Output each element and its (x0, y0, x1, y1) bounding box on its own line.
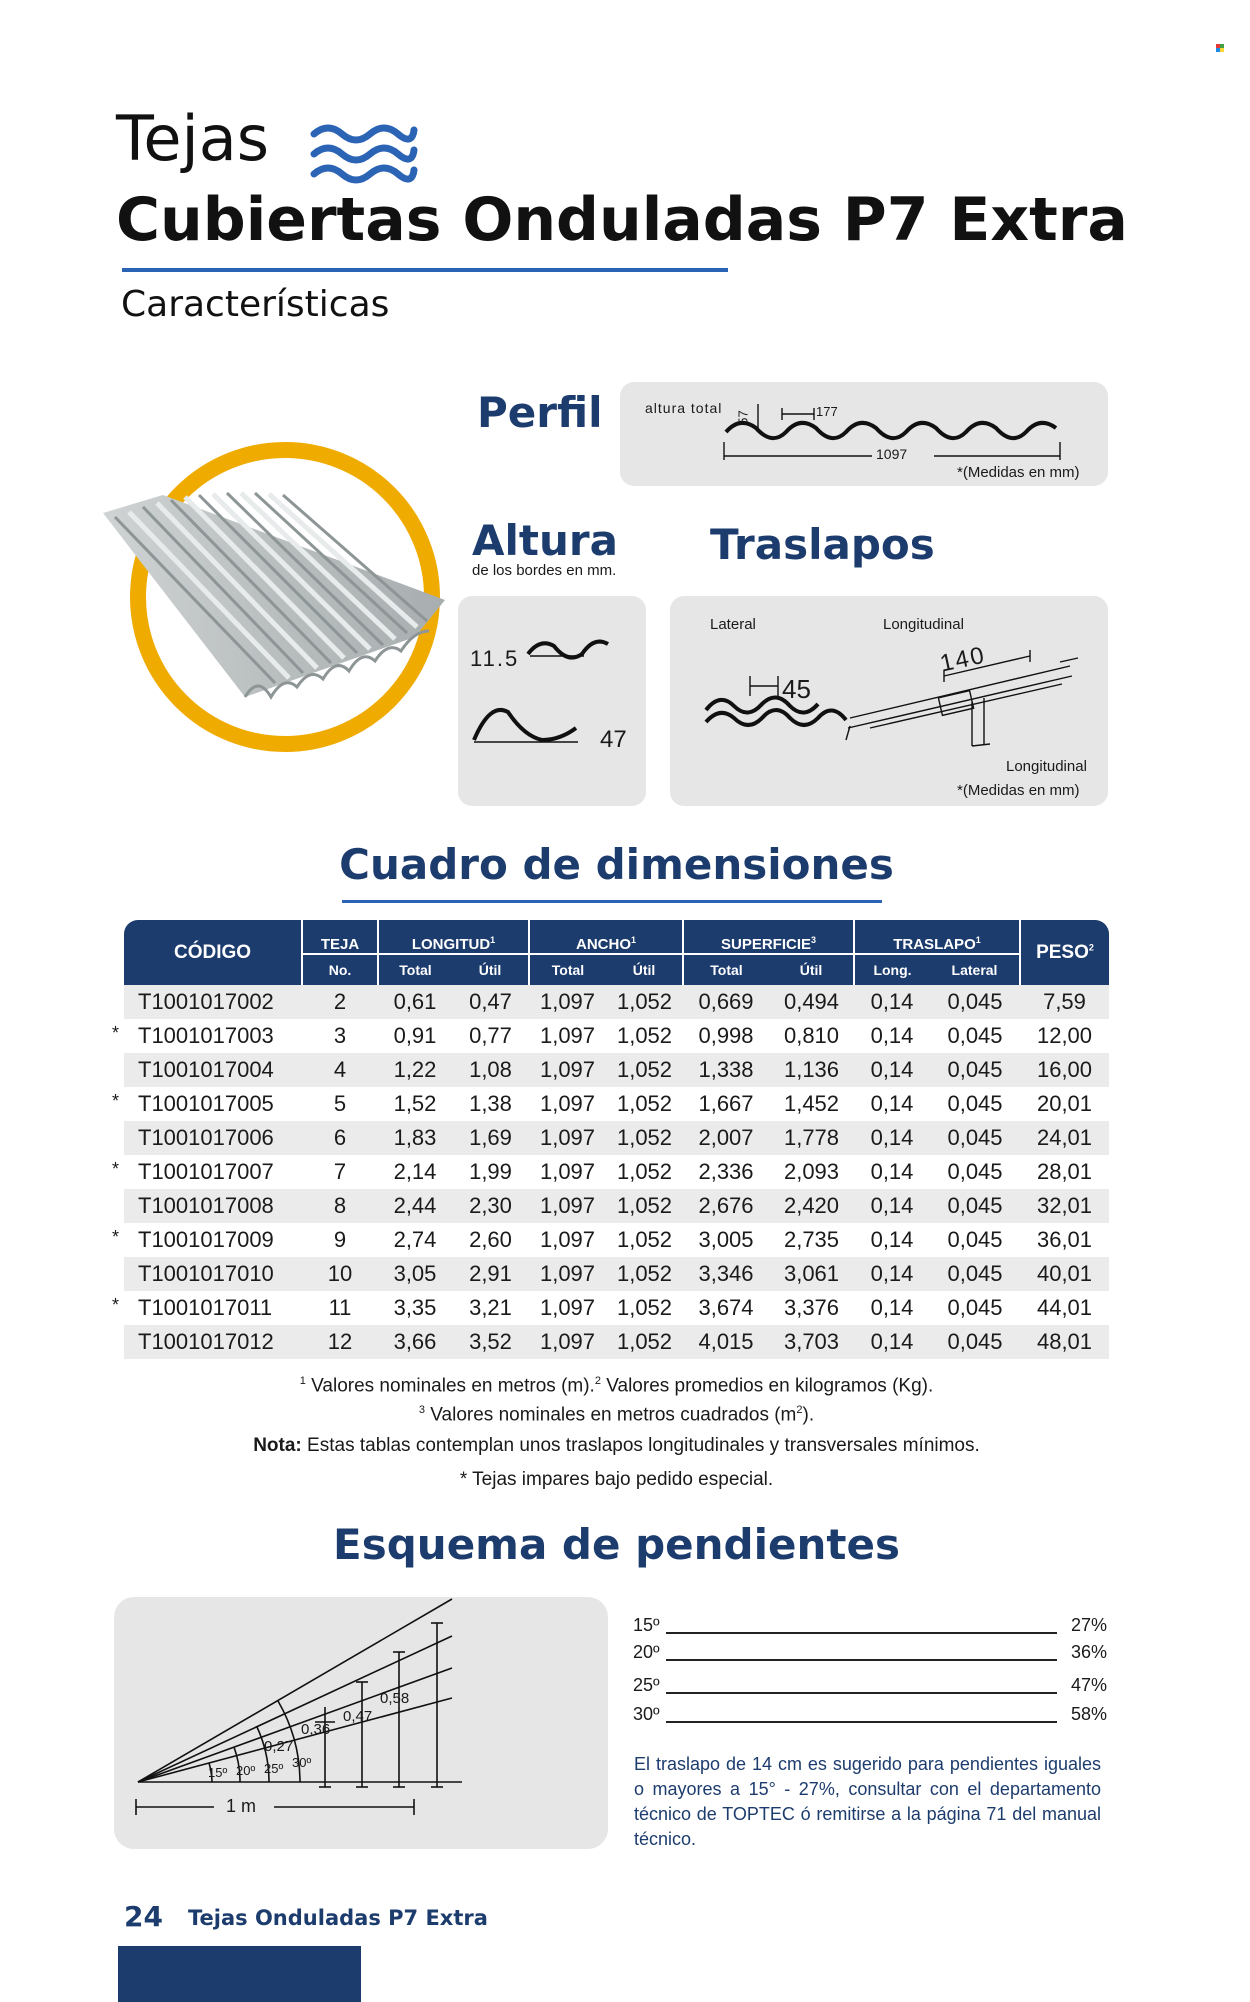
cell-teja: 3 (333, 1023, 347, 1048)
cell-an-total: 1,097 (529, 1189, 606, 1223)
cell-teja: 11 (328, 1295, 352, 1320)
cell-peso: 12,00 (1036, 1023, 1093, 1048)
dimensiones-underline (342, 900, 882, 903)
row-star: * (112, 1023, 120, 1043)
header-kicker: Tejas (116, 102, 270, 175)
pendientes-title: Esquema de pendientes (333, 1520, 900, 1569)
cell-teja: 6 (302, 1121, 378, 1155)
cell-sup-util: 1,778 (769, 1121, 854, 1155)
pendientes-diagram-panel (114, 1597, 608, 1849)
cell-sup-total: 1,667 (698, 1091, 754, 1116)
angle-20: 20º (236, 1763, 256, 1778)
cell-sup-total: 0,998 (698, 1023, 754, 1048)
cell-codigo: * T1001017009 (112, 1227, 274, 1252)
angle-25: 25º (264, 1761, 284, 1776)
cell-lon-util: 1,69 (452, 1121, 529, 1155)
cell-tras-long: 0,14 (854, 1121, 930, 1155)
cell-lon-util: 1,08 (452, 1053, 529, 1087)
cell-lon-total: 1,52 (393, 1091, 437, 1116)
cell-sup-util: 0,494 (769, 985, 854, 1019)
cell-sup-util: 2,420 (769, 1189, 854, 1223)
cell-an-util: 1,052 (616, 1159, 673, 1184)
table-notes-1: $^1$ Valores nominales en metros (m).$^2$ Valores promedios en kilogramos (Kg). (299, 1375, 934, 1397)
altura-edge-diagram (468, 632, 638, 762)
cell-peso: 7,59 (1020, 985, 1109, 1019)
cell-an-total: 1,097 (539, 1023, 596, 1048)
altura-value-top: 11.5 (470, 646, 520, 671)
cell-an-util: 1,052 (616, 1295, 673, 1320)
cell-sup-util: 2,093 (783, 1159, 840, 1184)
cell-teja: 12 (302, 1325, 378, 1359)
traslapos-longitudinal-caption: Longitudinal (1006, 758, 1087, 775)
cell-an-util: 1,052 (606, 1189, 683, 1223)
slope-percent: 58% (1070, 1704, 1107, 1724)
footer-title: Tejas Onduladas P7 Extra (188, 1906, 488, 1930)
page-subtitle: Características (121, 284, 390, 325)
cell-sup-total: 1,338 (683, 1053, 769, 1087)
cell-an-total: 1,097 (529, 1053, 606, 1087)
cell-tras-lat: 0,045 (930, 1257, 1020, 1291)
cell-codigo: T1001017006 (124, 1121, 302, 1155)
th-superficie-util: Útil (769, 954, 854, 985)
altura-value-bottom: 47 (600, 726, 627, 753)
cell-lon-total: 2,14 (393, 1159, 437, 1184)
cell-lon-util: 3,21 (469, 1295, 512, 1320)
cell-lon-total: 3,66 (378, 1325, 452, 1359)
cell-peso: 32,01 (1020, 1189, 1109, 1223)
height-058: 0,58 (380, 1690, 410, 1707)
cell-an-util: 1,052 (606, 1325, 683, 1359)
cell-lon-util: 2,91 (452, 1257, 529, 1291)
cell-lon-total: 2,74 (393, 1227, 437, 1252)
cell-tras-lat: 0,045 (947, 1295, 1003, 1320)
cell-teja: 10 (302, 1257, 378, 1291)
slope-percent: 36% (1070, 1642, 1107, 1662)
slope-line (666, 1659, 1057, 1661)
table-row (124, 1019, 1109, 1053)
cell-tras-lat: 0,045 (947, 1159, 1003, 1184)
table-row (124, 1291, 1109, 1325)
cell-teja: 8 (302, 1189, 378, 1223)
cell-lon-total: 2,44 (378, 1189, 452, 1223)
th-ancho: ANCHO$^1$ (529, 920, 683, 954)
th-teja-no: No. (302, 954, 378, 985)
height-027: 0,27 (264, 1738, 294, 1755)
th-traslapo: TRASLAPO$^1$ (854, 920, 1020, 954)
cell-sup-total: 2,336 (698, 1159, 754, 1184)
table-row (124, 1189, 1109, 1223)
table-row (124, 1053, 1109, 1087)
cell-tras-long: 0,14 (854, 1325, 930, 1359)
perfil-altura-total: altura total (645, 400, 723, 416)
cell-lon-total: 1,22 (378, 1053, 452, 1087)
cell-an-util: 1,052 (606, 1121, 683, 1155)
cell-tras-long: 0,14 (854, 1189, 930, 1223)
cell-sup-util: 1,452 (783, 1091, 840, 1116)
slope-percent: 27% (1070, 1615, 1107, 1635)
cell-codigo: T1001017002 (124, 985, 302, 1019)
perfil-note: *(Medidas en mm) (957, 464, 1080, 481)
cell-sup-util: 3,376 (783, 1295, 840, 1320)
cell-peso: 28,01 (1036, 1159, 1093, 1184)
cell-tras-lat: 0,045 (947, 1227, 1003, 1252)
perfil-title: Perfil (477, 388, 603, 437)
th-superficie-total: Total (683, 954, 769, 985)
th-ancho-util: Útil (606, 954, 683, 985)
cell-sup-util: 3,703 (769, 1325, 854, 1359)
cell-codigo: T1001017012 (124, 1325, 302, 1359)
cell-peso: 48,01 (1020, 1325, 1109, 1359)
cell-sup-total: 2,007 (683, 1121, 769, 1155)
row-star: * (112, 1159, 120, 1179)
slope-line (666, 1632, 1057, 1634)
cell-sup-total: 3,674 (698, 1295, 754, 1320)
slope-angle: 15º (633, 1615, 660, 1635)
slope-percent: 47% (1070, 1675, 1107, 1695)
slope-row (633, 1704, 1107, 1728)
cell-codigo: * T1001017003 (112, 1023, 274, 1048)
title-underline (122, 268, 728, 272)
cell-an-util: 1,052 (616, 1227, 673, 1252)
cell-peso: 16,00 (1020, 1053, 1109, 1087)
traslapos-note: *(Medidas en mm) (957, 782, 1080, 799)
cell-lon-total: 0,61 (378, 985, 452, 1019)
th-ancho-total: Total (529, 954, 606, 985)
cell-tras-lat: 0,045 (930, 1053, 1020, 1087)
traslapos-lateral-label: Lateral (710, 616, 756, 633)
slope-angle: 20º (633, 1642, 660, 1662)
product-image (95, 435, 455, 755)
traslapos-panel (670, 596, 1108, 806)
table-row (124, 1223, 1109, 1257)
cell-teja: 7 (333, 1159, 347, 1184)
altura-panel (458, 596, 646, 806)
th-longitud-total: Total (378, 954, 452, 985)
cell-sup-total: 4,015 (683, 1325, 769, 1359)
cell-lon-util: 2,30 (452, 1189, 529, 1223)
height-047: 0,47 (343, 1708, 373, 1725)
cell-an-total: 1,097 (539, 1295, 596, 1320)
cell-codigo: T1001017010 (124, 1257, 302, 1291)
perfil-profile-diagram (720, 402, 1090, 462)
cell-tras-long: 0,14 (854, 1053, 930, 1087)
traslapos-longitudinal-value: 140 (937, 641, 989, 678)
cell-tras-lat: 0,045 (930, 1189, 1020, 1223)
slope-row (633, 1675, 1107, 1699)
traslapos-lateral-value: 45 (782, 674, 811, 704)
th-codigo: CÓDIGO (124, 920, 302, 985)
cell-tras-long: 0,14 (854, 1257, 930, 1291)
th-superficie: SUPERFICIE$^3$ (683, 920, 854, 954)
th-teja: TEJA (302, 920, 378, 954)
waves-icon (310, 122, 418, 192)
dimensiones-title: Cuadro de dimensiones (339, 840, 894, 889)
base-1m: 1 m (226, 1796, 257, 1816)
cell-an-total: 1,097 (539, 1227, 596, 1252)
cell-lon-util: 0,77 (469, 1023, 512, 1048)
cell-tras-long: 0,14 (870, 1023, 914, 1048)
corner-logo-icon (1216, 39, 1224, 47)
cell-peso: 24,01 (1020, 1121, 1109, 1155)
cell-peso: 20,01 (1036, 1091, 1093, 1116)
slope-line (666, 1721, 1057, 1723)
cell-an-total: 1,097 (539, 1091, 596, 1116)
th-peso: PESO$^2$ (1020, 920, 1109, 985)
cell-tras-long: 0,14 (870, 1227, 914, 1252)
cell-sup-util: 1,136 (769, 1053, 854, 1087)
cell-peso: 36,01 (1036, 1227, 1093, 1252)
th-longitud: LONGITUD$^1$ (378, 920, 529, 954)
cell-an-total: 1,097 (529, 985, 606, 1019)
cell-an-util: 1,052 (606, 1053, 683, 1087)
table-row (124, 1121, 1109, 1155)
cell-an-util: 1,052 (616, 1023, 673, 1048)
altura-title: Altura (472, 516, 618, 565)
th-longitud-util: Útil (452, 954, 529, 985)
cell-an-total: 1,097 (539, 1159, 596, 1184)
slope-line (666, 1692, 1057, 1694)
perfil-dim-1097: 1097 (876, 446, 908, 462)
th-traslapo-long: Long. (854, 954, 930, 985)
cell-an-util: 1,052 (606, 1257, 683, 1291)
angle-15: 15º (208, 1765, 228, 1780)
slope-angle: 25º (633, 1675, 660, 1695)
cell-tras-lat: 0,045 (930, 985, 1020, 1019)
cell-tras-long: 0,14 (854, 985, 930, 1019)
traslapos-diagram (700, 636, 1100, 766)
cell-an-util: 1,052 (616, 1091, 673, 1116)
perfil-dim-177: 177 (816, 404, 838, 419)
cell-codigo: T1001017008 (124, 1189, 302, 1223)
slope-row (633, 1615, 1107, 1639)
cell-tras-lat: 0,045 (930, 1325, 1020, 1359)
th-traslapo-lateral: Lateral (930, 954, 1020, 985)
cell-an-total: 1,097 (529, 1257, 606, 1291)
cell-tras-long: 0,14 (870, 1159, 914, 1184)
traslapos-title: Traslapos (710, 520, 935, 569)
table-notes-2: $^3$ Valores nominales en metros cuadrados $(m^2)$. (418, 1404, 815, 1426)
table-notes-star: * Tejas impares bajo pedido especial. (459, 1469, 774, 1490)
cell-lon-util: 2,60 (469, 1227, 512, 1252)
table-notes-nota: Nota: Estas tablas contemplan unos traslapos longitudinales y transversales mínimos. (253, 1435, 980, 1456)
table-row (124, 985, 1109, 1019)
cell-sup-util: 2,735 (783, 1227, 840, 1252)
cell-teja: 4 (302, 1053, 378, 1087)
cell-tras-lat: 0,045 (947, 1023, 1003, 1048)
height-036: 0,36 (301, 1721, 331, 1738)
cell-tras-lat: 0,045 (947, 1091, 1003, 1116)
dimensiones-table (112, 920, 1109, 1359)
page-title: Cubiertas Onduladas P7 Extra (116, 185, 1128, 255)
slope-row (633, 1642, 1107, 1666)
table-row (124, 1087, 1109, 1121)
cell-codigo: T1001017004 (124, 1053, 302, 1087)
angle-30: 30º (292, 1755, 312, 1770)
page-number: 24 (124, 1900, 163, 1933)
row-star: * (112, 1091, 120, 1111)
cell-teja: 2 (302, 985, 378, 1019)
table-row (124, 1257, 1109, 1291)
cell-tras-long: 0,14 (870, 1091, 914, 1116)
pendientes-paragraph: El traslapo de 14 cm es sugerido para pendientes iguales o mayores a 15° - 27%, consultar con el departamento técnico de TOPTEC ó remitirse a la página 71 del manual técnico. (634, 1754, 1101, 1849)
cell-tras-long: 0,14 (870, 1295, 914, 1320)
cell-lon-util: 0,47 (452, 985, 529, 1019)
cell-lon-total: 0,91 (393, 1023, 437, 1048)
cell-codigo: * T1001017007 (112, 1159, 274, 1184)
table-row (124, 1155, 1109, 1189)
cell-sup-total: 3,346 (683, 1257, 769, 1291)
cell-sup-total: 2,676 (683, 1189, 769, 1223)
perfil-dim-57: 57 (735, 410, 751, 425)
traslapos-longitudinal-label: Longitudinal (883, 616, 964, 633)
slope-angle: 30º (633, 1704, 660, 1724)
cell-teja: 5 (333, 1091, 347, 1116)
cell-sup-total: 3,005 (698, 1227, 754, 1252)
cell-lon-total: 3,35 (393, 1295, 437, 1320)
cell-teja: 9 (333, 1227, 347, 1252)
cell-lon-util: 3,52 (452, 1325, 529, 1359)
cell-sup-util: 0,810 (783, 1023, 840, 1048)
altura-subtitle: de los bordes en mm. (472, 562, 617, 579)
cell-peso: 44,01 (1036, 1295, 1093, 1320)
cell-lon-total: 1,83 (378, 1121, 452, 1155)
cell-peso: 40,01 (1020, 1257, 1109, 1291)
cell-an-util: 1,052 (606, 985, 683, 1019)
cell-tras-lat: 0,045 (930, 1121, 1020, 1155)
footer-bar (118, 1946, 361, 2002)
cell-lon-util: 1,99 (469, 1159, 512, 1184)
cell-lon-util: 1,38 (469, 1091, 512, 1116)
row-star: * (112, 1227, 120, 1247)
cell-an-total: 1,097 (529, 1121, 606, 1155)
cell-an-total: 1,097 (529, 1325, 606, 1359)
cell-codigo: * T1001017011 (112, 1295, 273, 1320)
row-star: * (112, 1295, 120, 1315)
cell-lon-total: 3,05 (378, 1257, 452, 1291)
table-row (124, 1325, 1109, 1359)
cell-sup-util: 3,061 (769, 1257, 854, 1291)
perfil-panel (620, 382, 1108, 486)
cell-sup-total: 0,669 (683, 985, 769, 1019)
cell-codigo: * T1001017005 (112, 1091, 274, 1116)
